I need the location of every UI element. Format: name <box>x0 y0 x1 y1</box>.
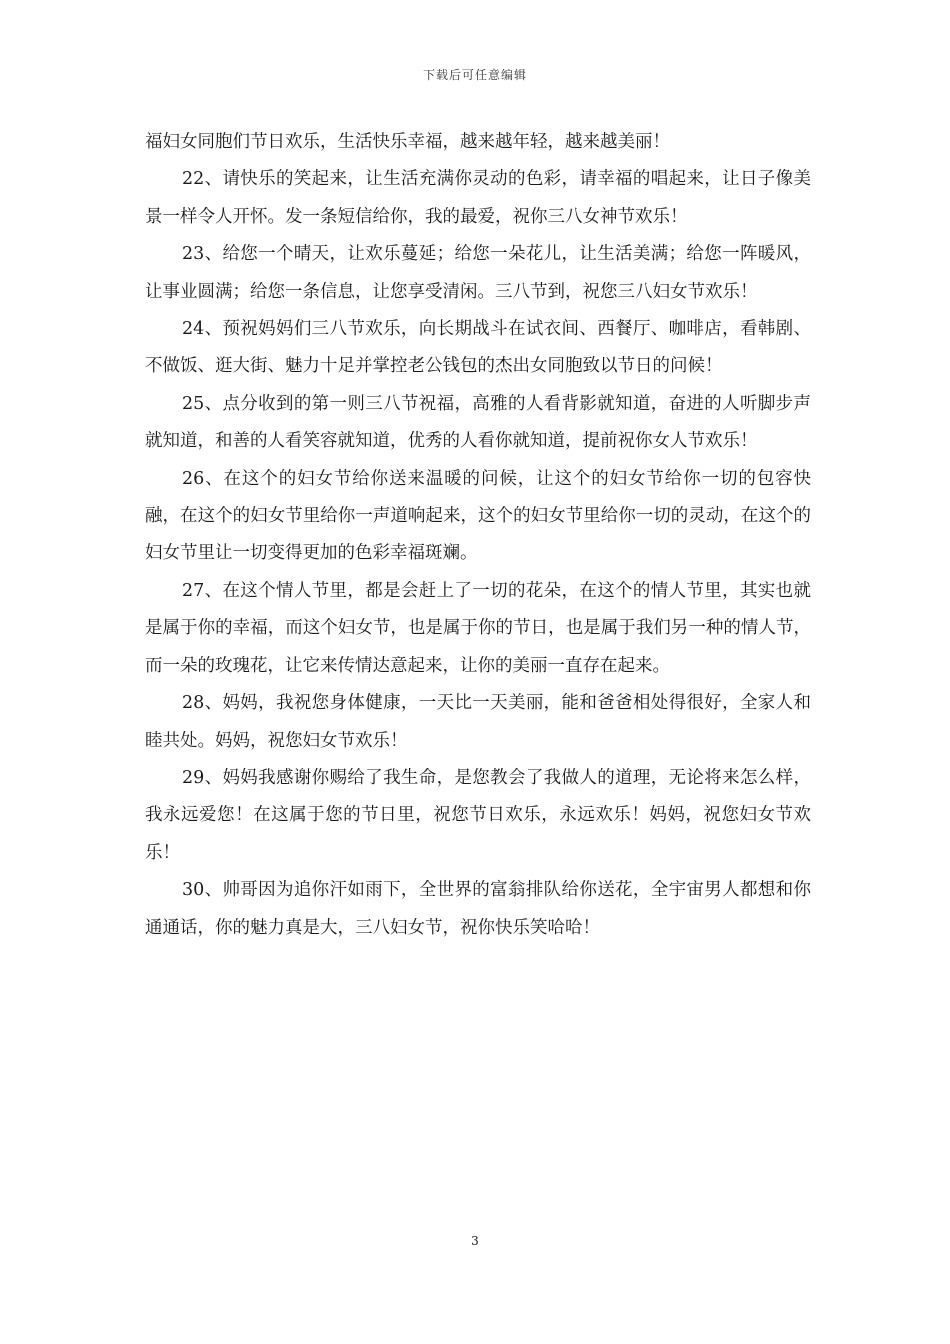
paragraph-29: 29、妈妈我感谢你赐给了我生命，是您教会了我做人的道理，无论将来怎么样，我永远爱您！在这属于您的节日里，祝您节日欢乐，永远欢乐！妈妈，祝您妇女节欢乐！ <box>145 767 811 863</box>
paragraph-continuation: 福妇女同胞们节日欢乐，生活快乐幸福，越来越年轻，越来越美丽！ <box>145 132 670 152</box>
paragraph-23: 23、给您一个晴天，让欢乐蔓延；给您一朵花儿，让生活美满；给您一阵暖风，让事业圆满；给您一条信息，让您享受清闲。三八节到，祝您三八妇女节欢乐！ <box>145 244 811 302</box>
paragraph-24: 24、预祝妈妈们三八节欢乐，向长期战斗在试衣间、西餐厅、咖啡店，看韩剧、不做饭、逛大街、魅力十足并掌控老公钱包的杰出女同胞致以节日的问候！ <box>145 319 811 377</box>
paragraph-30: 30、帅哥因为追你汗如雨下，全世界的富翁排队给你送花，全宇宙男人都想和你通通话，你的魅力真是大，三八妇女节，祝你快乐笑哈哈！ <box>145 880 811 938</box>
page-number: 3 <box>471 1234 479 1248</box>
page-header: 下载后可任意编辑 <box>422 68 527 82</box>
paragraph-26: 26、在这个的妇女节给你送来温暖的问候，让这个的妇女节给你一切的包容快融，在这个的妇女节里给你一声道响起来，这个的妇女节里给你一切的灵动，在这个的妇女节里让一切变得更加的色彩幸福斑斓。 <box>145 468 811 564</box>
paragraph-25: 25、点分收到的第一则三八节祝福，高雅的人看背影就知道，奋进的人听脚步声就知道，和善的人看笑容就知道，优秀的人看你就知道，提前祝你女人节欢乐！ <box>145 393 811 452</box>
document-body <box>145 124 811 947</box>
paragraph-27: 27、在这个情人节里，都是会赶上了一切的花朵，在这个的情人节里，其实也就是属于你的幸福，而这个妇女节，也是属于你的节日，也是属于我们另一种的情人节，而一朵的玫瑰花，让它来传情达意起来，让你的美丽一直存在起来。 <box>145 580 811 676</box>
paragraph-22: 22、请快乐的笑起来，让生活充满你灵动的色彩，请幸福的唱起来，让日子像美景一样令人开怀。发一条短信给你，我的最爱，祝你三八女神节欢乐！ <box>145 169 811 227</box>
paragraph-28: 28、妈妈，我祝您身体健康，一天比一天美丽，能和爸爸相处得很好，全家人和睦共处。妈妈，祝您妇女节欢乐！ <box>145 693 811 751</box>
